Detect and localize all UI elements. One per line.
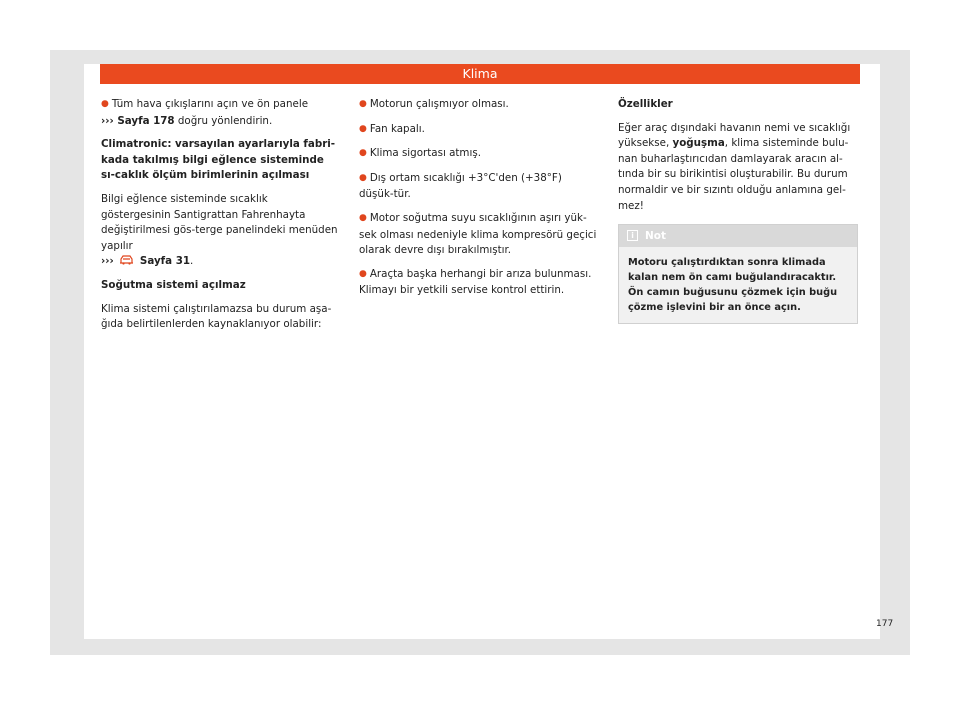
note-header bbox=[619, 225, 857, 247]
list-item: ● Motorun çalışmıyor olması. bbox=[359, 98, 509, 110]
bullet-item: ● Tüm hava çıkışlarını açın ve ön panele ››› Sayfa 178 doğru yönlendirin. bbox=[101, 98, 309, 127]
list-item: ● Araçta başka herhangi bir arıza bulunması. Klimayı bir yetkili servise kontrol ettirin. bbox=[359, 267, 592, 297]
bullet-dot-icon: ● bbox=[359, 123, 367, 134]
page-number: 177 bbox=[876, 619, 894, 629]
list-item: ● Klima sigortası atmış. bbox=[359, 147, 481, 160]
subheading: Özellikler bbox=[618, 98, 673, 110]
note-title: Not bbox=[645, 230, 667, 243]
list-item: ● Motor soğutma suyu sıcaklığının aşırı yük-sek olması nedeniyle klima kompresörü geçici olarak devre dışı bırakılmıştır. bbox=[359, 211, 597, 257]
section-title: Klima bbox=[462, 66, 498, 81]
bullet-dot-icon: ● bbox=[359, 172, 367, 183]
subheading: Soğutma sistemi açılmaz bbox=[101, 278, 246, 291]
page-reference[interactable]: ››› Sayfa 178 bbox=[101, 114, 175, 127]
bullet-dot-icon: ● bbox=[101, 99, 109, 109]
car-icon bbox=[119, 254, 134, 265]
bullet-dot-icon: ● bbox=[359, 212, 367, 223]
info-icon: i bbox=[627, 230, 638, 241]
column-2 bbox=[359, 97, 599, 307]
section-header bbox=[100, 64, 860, 84]
note-text: Motoru çalıştırdıktan sonra klimada kalan nem ön camı buğulandıracaktır. Ön camın buğusunu çözmek için buğu çözme işlevini bir an önce açın. bbox=[628, 257, 838, 314]
subheading: Climatronic: varsayılan ayarlarıyla fabri-kada takılmış bilgi eğlence sisteminde sı-caklık ölçüm birimlerinin açılması bbox=[101, 138, 336, 182]
list-item: ● Dış ortam sıcaklığı +3°C'den (+38°F) düşük-tür. bbox=[359, 171, 562, 201]
bullet-dot-icon: ● bbox=[359, 148, 367, 159]
column-3 bbox=[618, 97, 860, 324]
bullet-dot-icon: ● bbox=[359, 268, 367, 279]
page-reference[interactable]: ››› Sayfa 31 bbox=[101, 255, 191, 268]
bullet-dot-icon: ● bbox=[359, 99, 367, 109]
note-box bbox=[618, 224, 858, 324]
emphasis: yoğuşma bbox=[672, 137, 725, 150]
column-1 bbox=[101, 97, 339, 341]
paragraph: Eğer araç dışındaki havanın nemi ve sıcaklığı yüksekse, yoğuşma, klima sisteminde bulu-nan buharlaştırıcıdan damlayarak aracın al-tında bir su birikintisi oluşturabilir. Bu durum normaldir ve bir sızıntı olduğu anlamına gel-mez! bbox=[618, 121, 851, 212]
list-item: ● Fan kapalı. bbox=[359, 122, 425, 135]
paragraph: Klima sistemi çalıştırılamazsa bu durum aşa-ğıda belirtilenlerden kaynaklanıyor olabilir: bbox=[101, 302, 332, 331]
paragraph: Bilgi eğlence sisteminde sıcaklık göstergesinin Santigrattan Fahrenhayta değiştirilmesi gös-terge panelindeki menüden yapılır ››› Sayfa 31. bbox=[101, 192, 338, 268]
